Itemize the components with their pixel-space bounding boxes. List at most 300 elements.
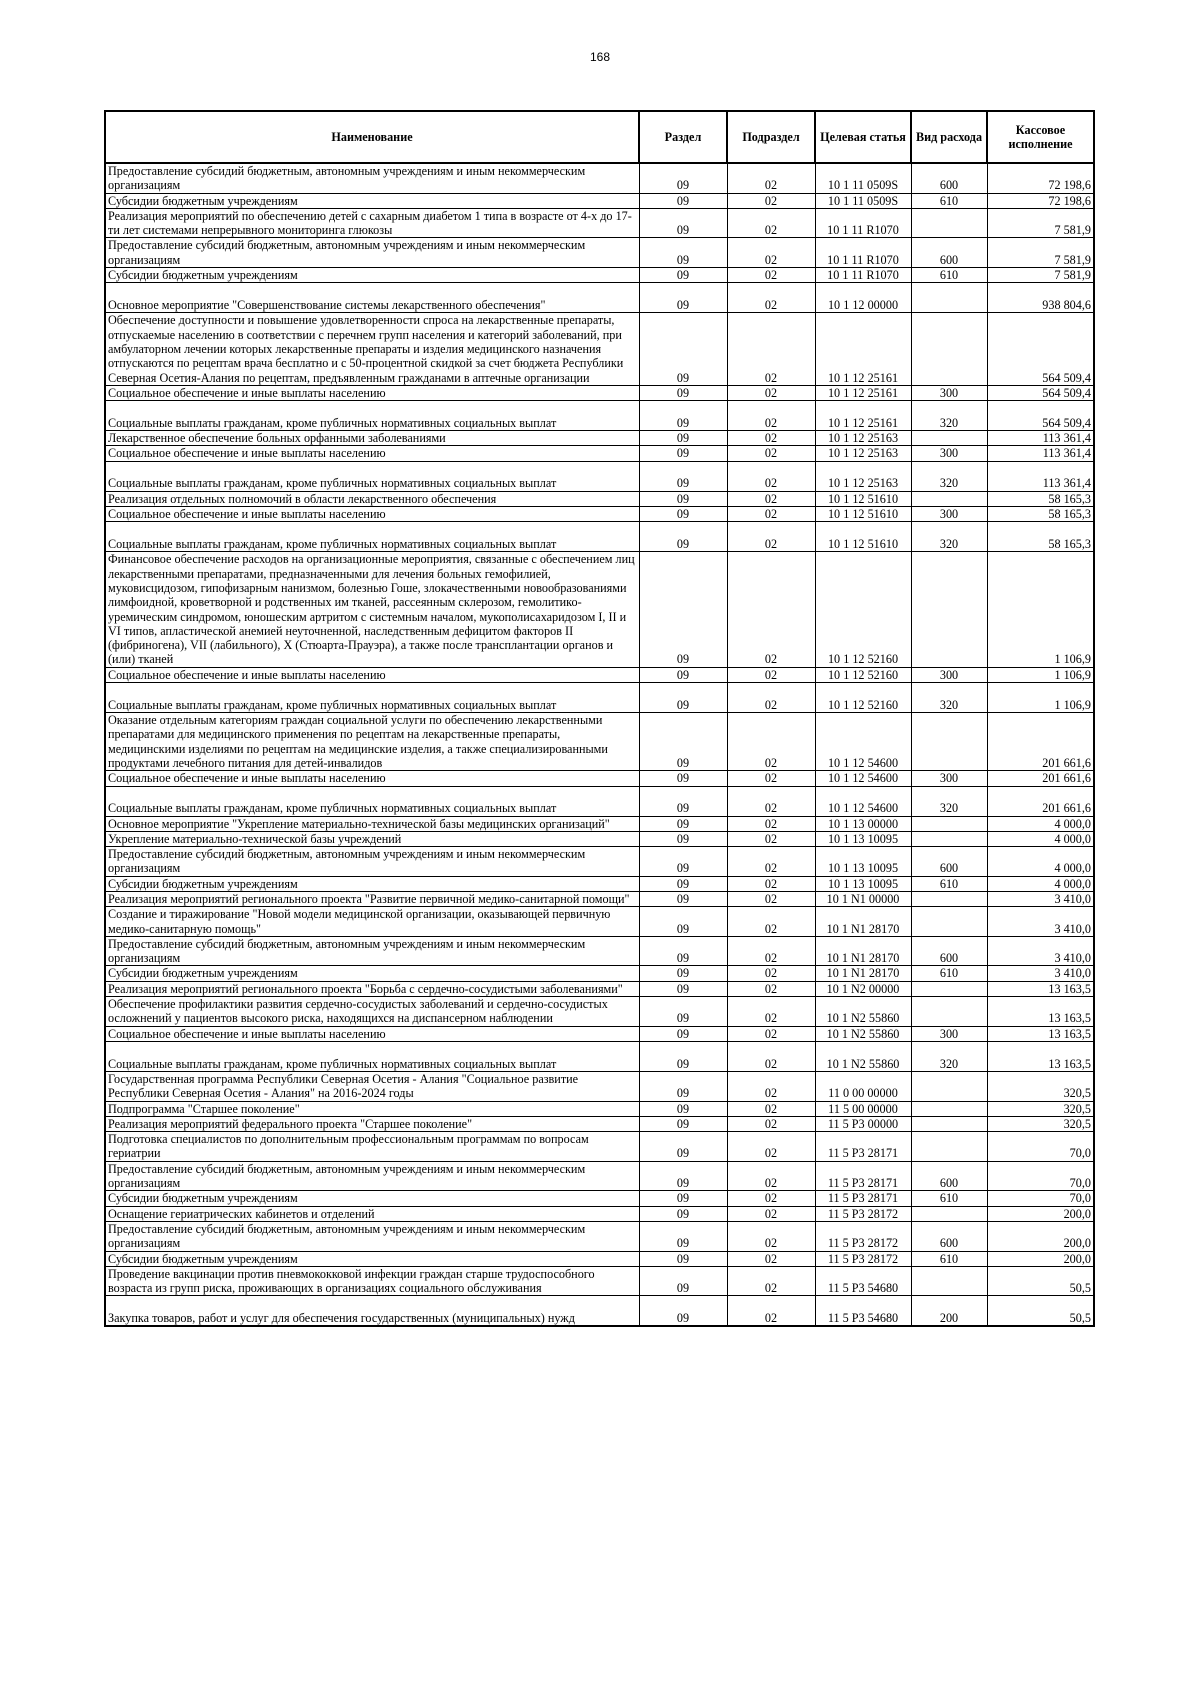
- cell-kind: 600: [911, 936, 987, 966]
- cell-section: 09: [639, 1206, 727, 1221]
- cell-kind: 610: [911, 876, 987, 891]
- cell-name: Проведение вакцинации против пневмококковой инфекции граждан старше трудоспособного возраста из групп риска, проживающих в организациях социального обслуживания: [105, 1266, 639, 1296]
- cell-kind: [911, 891, 987, 906]
- cell-kind: [911, 831, 987, 846]
- cell-section: 09: [639, 1101, 727, 1116]
- cell-target: 11 5 P3 54680: [815, 1266, 911, 1296]
- cell-name: Субсидии бюджетным учреждениям: [105, 268, 639, 283]
- cell-kind: 300: [911, 1026, 987, 1041]
- cell-target: 10 1 N1 00000: [815, 891, 911, 906]
- cell-section: 09: [639, 891, 727, 906]
- cell-subsection: 02: [727, 461, 815, 491]
- cell-name: Предоставление субсидий бюджетным, автономным учреждениям и иным некоммерческим организациям: [105, 163, 639, 193]
- table-row: [105, 667, 1094, 682]
- table-row: [105, 713, 1094, 771]
- cell-target: 11 5 P3 54680: [815, 1296, 911, 1326]
- cell-target: 10 1 12 54600: [815, 771, 911, 786]
- cell-target: 10 1 12 54600: [815, 786, 911, 816]
- cell-subsection: 02: [727, 831, 815, 846]
- cell-section: 09: [639, 847, 727, 877]
- cell-name: Социальные выплаты гражданам, кроме публичных нормативных социальных выплат: [105, 401, 639, 431]
- cell-amount: 72 198,6: [987, 163, 1094, 193]
- cell-section: 09: [639, 268, 727, 283]
- cell-section: 09: [639, 816, 727, 831]
- cell-target: 10 1 11 R1070: [815, 238, 911, 268]
- cell-amount: 58 165,3: [987, 522, 1094, 552]
- cell-name: Финансовое обеспечение расходов на организационные мероприятия, связанные с обеспечением лиц лекарственными препаратами, предназначенными для лечения больных гемофилией, муковисцидозом, гипофизарным нанизмом, болезнью Гоше, злокачественными новообразованиями лимфоидной, кроветворной и родственных им тканей, рассеянным склерозом, гемолитико-уремическим синдромом, юношеским артритом с системным началом, мукополисахаридозом I, II и VI типов, апластической анемией неуточненной, наследственным дефицитом факторов II (фибриногена), VII (лабильного), X (Стюарта-Прауэра), а также после трансплантации органов и (или) тканей: [105, 552, 639, 667]
- cell-name: Основное мероприятие "Укрепление материально-технической базы медицинских организаций": [105, 816, 639, 831]
- cell-target: 10 1 12 25161: [815, 385, 911, 400]
- cell-amount: 70,0: [987, 1191, 1094, 1206]
- cell-target: 10 1 N2 55860: [815, 1026, 911, 1041]
- table-row: [105, 936, 1094, 966]
- cell-subsection: 02: [727, 208, 815, 238]
- cell-kind: 610: [911, 193, 987, 208]
- table-row: [105, 1251, 1094, 1266]
- cell-subsection: 02: [727, 816, 815, 831]
- cell-amount: 50,5: [987, 1266, 1094, 1296]
- cell-subsection: 02: [727, 283, 815, 313]
- cell-subsection: 02: [727, 997, 815, 1027]
- table-row: [105, 1101, 1094, 1116]
- cell-name: Социальное обеспечение и иные выплаты населению: [105, 507, 639, 522]
- cell-section: 09: [639, 907, 727, 937]
- cell-target: 10 1 12 25163: [815, 431, 911, 446]
- cell-target: 11 5 P3 28172: [815, 1221, 911, 1251]
- cell-name: Реализация отдельных полномочий в области лекарственного обеспечения: [105, 491, 639, 506]
- cell-subsection: 02: [727, 507, 815, 522]
- cell-kind: [911, 491, 987, 506]
- cell-name: Социальное обеспечение и иные выплаты населению: [105, 667, 639, 682]
- cell-amount: 72 198,6: [987, 193, 1094, 208]
- cell-subsection: 02: [727, 907, 815, 937]
- cell-target: 10 1 12 25161: [815, 313, 911, 385]
- cell-amount: 13 163,5: [987, 1026, 1094, 1041]
- cell-subsection: 02: [727, 1221, 815, 1251]
- table-row: [105, 683, 1094, 713]
- cell-name: Предоставление субсидий бюджетным, автономным учреждениям и иным некоммерческим организациям: [105, 1161, 639, 1191]
- cell-subsection: 02: [727, 1041, 815, 1071]
- table-row: [105, 461, 1094, 491]
- table-row: [105, 238, 1094, 268]
- cell-name: Государственная программа Республики Северная Осетия - Алания "Социальное развитие Республики Северная Осетия - Алания" на 2016-2024 годы: [105, 1071, 639, 1101]
- cell-kind: [911, 816, 987, 831]
- cell-target: 11 5 P3 00000: [815, 1116, 911, 1131]
- table-row: [105, 876, 1094, 891]
- table-row: [105, 208, 1094, 238]
- cell-amount: 13 163,5: [987, 981, 1094, 996]
- cell-kind: [911, 431, 987, 446]
- table-row: [105, 786, 1094, 816]
- cell-section: 09: [639, 313, 727, 385]
- cell-name: Социальное обеспечение и иные выплаты населению: [105, 385, 639, 400]
- table-row: [105, 847, 1094, 877]
- table-row: [105, 891, 1094, 906]
- table-row: [105, 816, 1094, 831]
- cell-kind: [911, 1101, 987, 1116]
- cell-subsection: 02: [727, 667, 815, 682]
- cell-target: 10 1 12 51610: [815, 522, 911, 552]
- cell-kind: 320: [911, 1041, 987, 1071]
- table-row: [105, 997, 1094, 1027]
- cell-kind: 600: [911, 1161, 987, 1191]
- cell-target: 10 1 13 10095: [815, 831, 911, 846]
- cell-section: 09: [639, 283, 727, 313]
- header-subsection: Подраздел: [727, 111, 815, 163]
- cell-amount: 201 661,6: [987, 771, 1094, 786]
- cell-amount: 4 000,0: [987, 876, 1094, 891]
- cell-kind: 610: [911, 1251, 987, 1266]
- cell-amount: 320,5: [987, 1071, 1094, 1101]
- cell-kind: [911, 713, 987, 771]
- table-row: [105, 1266, 1094, 1296]
- cell-amount: 4 000,0: [987, 831, 1094, 846]
- table-row: [105, 831, 1094, 846]
- cell-amount: 200,0: [987, 1206, 1094, 1221]
- cell-subsection: 02: [727, 1251, 815, 1266]
- cell-target: 11 5 P3 28171: [815, 1132, 911, 1162]
- cell-name: Социальные выплаты гражданам, кроме публичных нормативных социальных выплат: [105, 1041, 639, 1071]
- cell-target: 10 1 11 0509S: [815, 163, 911, 193]
- table-row: [105, 283, 1094, 313]
- cell-amount: 200,0: [987, 1251, 1094, 1266]
- cell-section: 09: [639, 966, 727, 981]
- cell-kind: 320: [911, 461, 987, 491]
- cell-kind: 320: [911, 522, 987, 552]
- cell-kind: 200: [911, 1296, 987, 1326]
- table-row: [105, 163, 1094, 193]
- cell-target: 10 1 N2 55860: [815, 997, 911, 1027]
- cell-name: Субсидии бюджетным учреждениям: [105, 876, 639, 891]
- cell-amount: 3 410,0: [987, 966, 1094, 981]
- table-row: [105, 313, 1094, 385]
- cell-amount: 938 804,6: [987, 283, 1094, 313]
- cell-amount: 113 361,4: [987, 446, 1094, 461]
- cell-amount: 13 163,5: [987, 1041, 1094, 1071]
- cell-name: Предоставление субсидий бюджетным, автономным учреждениям и иным некоммерческим организациям: [105, 1221, 639, 1251]
- cell-section: 09: [639, 1116, 727, 1131]
- cell-name: Закупка товаров, работ и услуг для обеспечения государственных (муниципальных) нужд: [105, 1296, 639, 1326]
- cell-target: 10 1 N1 28170: [815, 966, 911, 981]
- cell-kind: 600: [911, 238, 987, 268]
- cell-kind: [911, 1071, 987, 1101]
- cell-subsection: 02: [727, 891, 815, 906]
- cell-kind: 320: [911, 786, 987, 816]
- cell-amount: 201 661,6: [987, 713, 1094, 771]
- cell-subsection: 02: [727, 771, 815, 786]
- cell-name: Обеспечение доступности и повышение удовлетворенности спроса на лекарственные препараты, отпускаемые населению в соответствии с перечнем групп населения и категорий заболеваний, при амбулаторном лечении которых лекарственные препараты и изделия медицинского назначения отпускаются по рецептам врача бесплатно и с 50-процентной скидкой за счет бюджета Республики Северная Осетия-Алания по рецептам, предъявленным гражданами в аптечные организации: [105, 313, 639, 385]
- cell-amount: 1 106,9: [987, 683, 1094, 713]
- cell-section: 09: [639, 1071, 727, 1101]
- cell-name: Предоставление субсидий бюджетным, автономным учреждениям и иным некоммерческим организациям: [105, 238, 639, 268]
- cell-target: 10 1 13 10095: [815, 876, 911, 891]
- cell-kind: 610: [911, 1191, 987, 1206]
- cell-kind: [911, 283, 987, 313]
- cell-section: 09: [639, 385, 727, 400]
- table-row: [105, 1116, 1094, 1131]
- cell-amount: 1 106,9: [987, 667, 1094, 682]
- header-section: Раздел: [639, 111, 727, 163]
- cell-section: 09: [639, 193, 727, 208]
- cell-kind: 610: [911, 966, 987, 981]
- cell-kind: 300: [911, 446, 987, 461]
- table-row: [105, 193, 1094, 208]
- cell-subsection: 02: [727, 385, 815, 400]
- cell-kind: 300: [911, 771, 987, 786]
- cell-section: 09: [639, 238, 727, 268]
- cell-amount: 70,0: [987, 1132, 1094, 1162]
- cell-amount: 113 361,4: [987, 431, 1094, 446]
- table-row: [105, 1041, 1094, 1071]
- cell-amount: 58 165,3: [987, 507, 1094, 522]
- cell-target: 10 1 12 52160: [815, 683, 911, 713]
- cell-target: 11 5 P3 28172: [815, 1251, 911, 1266]
- header-name: Наименование: [105, 111, 639, 163]
- cell-subsection: 02: [727, 522, 815, 552]
- cell-section: 09: [639, 713, 727, 771]
- cell-subsection: 02: [727, 491, 815, 506]
- cell-target: 10 1 12 51610: [815, 491, 911, 506]
- cell-kind: [911, 981, 987, 996]
- cell-target: 10 1 12 51610: [815, 507, 911, 522]
- cell-section: 09: [639, 431, 727, 446]
- cell-subsection: 02: [727, 431, 815, 446]
- cell-subsection: 02: [727, 1161, 815, 1191]
- header-target: Целевая статья: [815, 111, 911, 163]
- cell-section: 09: [639, 446, 727, 461]
- cell-kind: [911, 1266, 987, 1296]
- header-kind: Вид расхода: [911, 111, 987, 163]
- cell-subsection: 02: [727, 552, 815, 667]
- cell-name: Субсидии бюджетным учреждениям: [105, 966, 639, 981]
- cell-target: 11 0 00 00000: [815, 1071, 911, 1101]
- cell-kind: [911, 1206, 987, 1221]
- cell-section: 09: [639, 401, 727, 431]
- cell-amount: 50,5: [987, 1296, 1094, 1326]
- table-row: [105, 1071, 1094, 1101]
- cell-section: 09: [639, 1132, 727, 1162]
- cell-section: 09: [639, 997, 727, 1027]
- cell-name: Предоставление субсидий бюджетным, автономным учреждениям и иным некоммерческим организациям: [105, 936, 639, 966]
- cell-name: Социальные выплаты гражданам, кроме публичных нормативных социальных выплат: [105, 683, 639, 713]
- cell-kind: [911, 552, 987, 667]
- cell-name: Оказание отдельным категориям граждан социальной услуги по обеспечению лекарственными препаратами для медицинского применения по рецептам на лекарственные препараты, медицинскими изделиями по рецептам на медицинские изделия, а также специализированными продуктами лечебного питания для детей-инвалидов: [105, 713, 639, 771]
- cell-amount: 564 509,4: [987, 385, 1094, 400]
- cell-kind: 300: [911, 385, 987, 400]
- cell-name: Основное мероприятие "Совершенствование системы лекарственного обеспечения": [105, 283, 639, 313]
- cell-section: 09: [639, 1191, 727, 1206]
- cell-kind: 320: [911, 401, 987, 431]
- cell-name: Социальное обеспечение и иные выплаты населению: [105, 446, 639, 461]
- cell-subsection: 02: [727, 268, 815, 283]
- cell-amount: 564 509,4: [987, 401, 1094, 431]
- cell-name: Социальное обеспечение и иные выплаты населению: [105, 771, 639, 786]
- table-row: [105, 907, 1094, 937]
- cell-kind: 600: [911, 1221, 987, 1251]
- cell-section: 09: [639, 936, 727, 966]
- table-row: [105, 1206, 1094, 1221]
- cell-section: 09: [639, 461, 727, 491]
- cell-name: Реализация мероприятий по обеспечению детей с сахарным диабетом 1 типа в возрасте от 4-х до 17-ти лет системами непрерывного мониторинга глюкозы: [105, 208, 639, 238]
- cell-subsection: 02: [727, 1296, 815, 1326]
- cell-name: Оснащение гериатрических кабинетов и отделений: [105, 1206, 639, 1221]
- cell-section: 09: [639, 208, 727, 238]
- cell-section: 09: [639, 786, 727, 816]
- cell-name: Социальные выплаты гражданам, кроме публичных нормативных социальных выплат: [105, 786, 639, 816]
- table-row: [105, 268, 1094, 283]
- table-row: [105, 1191, 1094, 1206]
- cell-subsection: 02: [727, 193, 815, 208]
- cell-target: 10 1 N2 00000: [815, 981, 911, 996]
- cell-subsection: 02: [727, 1132, 815, 1162]
- cell-target: 11 5 P3 28172: [815, 1206, 911, 1221]
- table-row: [105, 771, 1094, 786]
- cell-name: Лекарственное обеспечение больных орфанными заболеваниями: [105, 431, 639, 446]
- cell-section: 09: [639, 1161, 727, 1191]
- cell-amount: 320,5: [987, 1101, 1094, 1116]
- cell-subsection: 02: [727, 313, 815, 385]
- cell-subsection: 02: [727, 786, 815, 816]
- cell-kind: [911, 1116, 987, 1131]
- table-row: [105, 1161, 1094, 1191]
- table-row: [105, 401, 1094, 431]
- table-row: [105, 981, 1094, 996]
- cell-amount: 7 581,9: [987, 208, 1094, 238]
- cell-section: 09: [639, 1296, 727, 1326]
- cell-amount: 113 361,4: [987, 461, 1094, 491]
- cell-name: Реализация мероприятий федерального проекта "Старшее поколение": [105, 1116, 639, 1131]
- cell-kind: 600: [911, 847, 987, 877]
- cell-amount: 3 410,0: [987, 936, 1094, 966]
- cell-amount: 1 106,9: [987, 552, 1094, 667]
- cell-amount: 13 163,5: [987, 997, 1094, 1027]
- table-row: [105, 552, 1094, 667]
- cell-amount: 320,5: [987, 1116, 1094, 1131]
- table-row: [105, 522, 1094, 552]
- cell-subsection: 02: [727, 1026, 815, 1041]
- cell-subsection: 02: [727, 713, 815, 771]
- cell-target: 10 1 12 54600: [815, 713, 911, 771]
- cell-target: 11 5 P3 28171: [815, 1161, 911, 1191]
- cell-amount: 3 410,0: [987, 907, 1094, 937]
- cell-name: Субсидии бюджетным учреждениям: [105, 1191, 639, 1206]
- table-row: [105, 966, 1094, 981]
- cell-subsection: 02: [727, 238, 815, 268]
- cell-section: 09: [639, 552, 727, 667]
- cell-name: Подпрограмма "Старшее поколение": [105, 1101, 639, 1116]
- cell-subsection: 02: [727, 1116, 815, 1131]
- cell-name: Создание и тиражирование "Новой модели медицинской организации, оказывающей первичную медико-санитарную помощь": [105, 907, 639, 937]
- cell-section: 09: [639, 667, 727, 682]
- cell-subsection: 02: [727, 446, 815, 461]
- cell-subsection: 02: [727, 401, 815, 431]
- cell-name: Укрепление материально-технической базы учреждений: [105, 831, 639, 846]
- cell-kind: [911, 208, 987, 238]
- cell-subsection: 02: [727, 683, 815, 713]
- cell-name: Субсидии бюджетным учреждениям: [105, 1251, 639, 1266]
- cell-name: Подготовка специалистов по дополнительным профессиональным программам по вопросам гериатрии: [105, 1132, 639, 1162]
- cell-amount: 4 000,0: [987, 816, 1094, 831]
- cell-kind: 320: [911, 683, 987, 713]
- cell-subsection: 02: [727, 847, 815, 877]
- cell-target: 10 1 11 R1070: [815, 208, 911, 238]
- cell-kind: [911, 1132, 987, 1162]
- cell-name: Социальные выплаты гражданам, кроме публичных нормативных социальных выплат: [105, 461, 639, 491]
- cell-amount: 4 000,0: [987, 847, 1094, 877]
- cell-section: 09: [639, 1041, 727, 1071]
- cell-section: 09: [639, 1251, 727, 1266]
- table-row: [105, 385, 1094, 400]
- table-row: [105, 1132, 1094, 1162]
- cell-amount: 58 165,3: [987, 491, 1094, 506]
- cell-name: Реализация мероприятий регионального проекта "Развитие первичной медико-санитарной помощи": [105, 891, 639, 906]
- cell-kind: 610: [911, 268, 987, 283]
- table-row: [105, 1296, 1094, 1326]
- cell-target: 10 1 12 25161: [815, 401, 911, 431]
- cell-section: 09: [639, 1026, 727, 1041]
- cell-name: Социальное обеспечение и иные выплаты населению: [105, 1026, 639, 1041]
- cell-target: 11 5 00 00000: [815, 1101, 911, 1116]
- cell-amount: 201 661,6: [987, 786, 1094, 816]
- cell-amount: 70,0: [987, 1161, 1094, 1191]
- cell-section: 09: [639, 1221, 727, 1251]
- table-header-row: [105, 111, 1094, 163]
- cell-subsection: 02: [727, 966, 815, 981]
- table-body: [105, 163, 1094, 1326]
- cell-subsection: 02: [727, 876, 815, 891]
- table-row: [105, 1221, 1094, 1251]
- cell-section: 09: [639, 522, 727, 552]
- cell-name: Субсидии бюджетным учреждениям: [105, 193, 639, 208]
- cell-section: 09: [639, 876, 727, 891]
- cell-section: 09: [639, 491, 727, 506]
- table-row: [105, 1026, 1094, 1041]
- cell-amount: 7 581,9: [987, 238, 1094, 268]
- cell-target: 10 1 12 00000: [815, 283, 911, 313]
- cell-amount: 3 410,0: [987, 891, 1094, 906]
- budget-table: [104, 110, 1095, 1327]
- cell-subsection: 02: [727, 981, 815, 996]
- cell-section: 09: [639, 981, 727, 996]
- cell-target: 11 5 P3 28171: [815, 1191, 911, 1206]
- cell-section: 09: [639, 831, 727, 846]
- cell-subsection: 02: [727, 1101, 815, 1116]
- table-row: [105, 491, 1094, 506]
- cell-subsection: 02: [727, 1071, 815, 1101]
- cell-section: 09: [639, 683, 727, 713]
- cell-kind: 300: [911, 667, 987, 682]
- cell-kind: [911, 997, 987, 1027]
- table-row: [105, 431, 1094, 446]
- cell-target: 10 1 12 52160: [815, 667, 911, 682]
- table-row: [105, 446, 1094, 461]
- cell-kind: [911, 313, 987, 385]
- cell-name: Реализация мероприятий регионального проекта "Борьба с сердечно-сосудистыми заболеваниями": [105, 981, 639, 996]
- cell-subsection: 02: [727, 1191, 815, 1206]
- cell-target: 10 1 13 00000: [815, 816, 911, 831]
- cell-amount: 7 581,9: [987, 268, 1094, 283]
- cell-subsection: 02: [727, 936, 815, 966]
- cell-section: 09: [639, 771, 727, 786]
- cell-target: 10 1 13 10095: [815, 847, 911, 877]
- cell-section: 09: [639, 1266, 727, 1296]
- cell-name: Обеспечение профилактики развития сердечно-сосудистых заболеваний и сердечно-сосудистых осложнений у пациентов высокого риска, находящихся на диспансерном наблюдении: [105, 997, 639, 1027]
- cell-target: 10 1 12 25163: [815, 461, 911, 491]
- header-amount: Кассовое исполнение: [987, 111, 1094, 163]
- cell-amount: 564 509,4: [987, 313, 1094, 385]
- cell-subsection: 02: [727, 1266, 815, 1296]
- cell-target: 10 1 N2 55860: [815, 1041, 911, 1071]
